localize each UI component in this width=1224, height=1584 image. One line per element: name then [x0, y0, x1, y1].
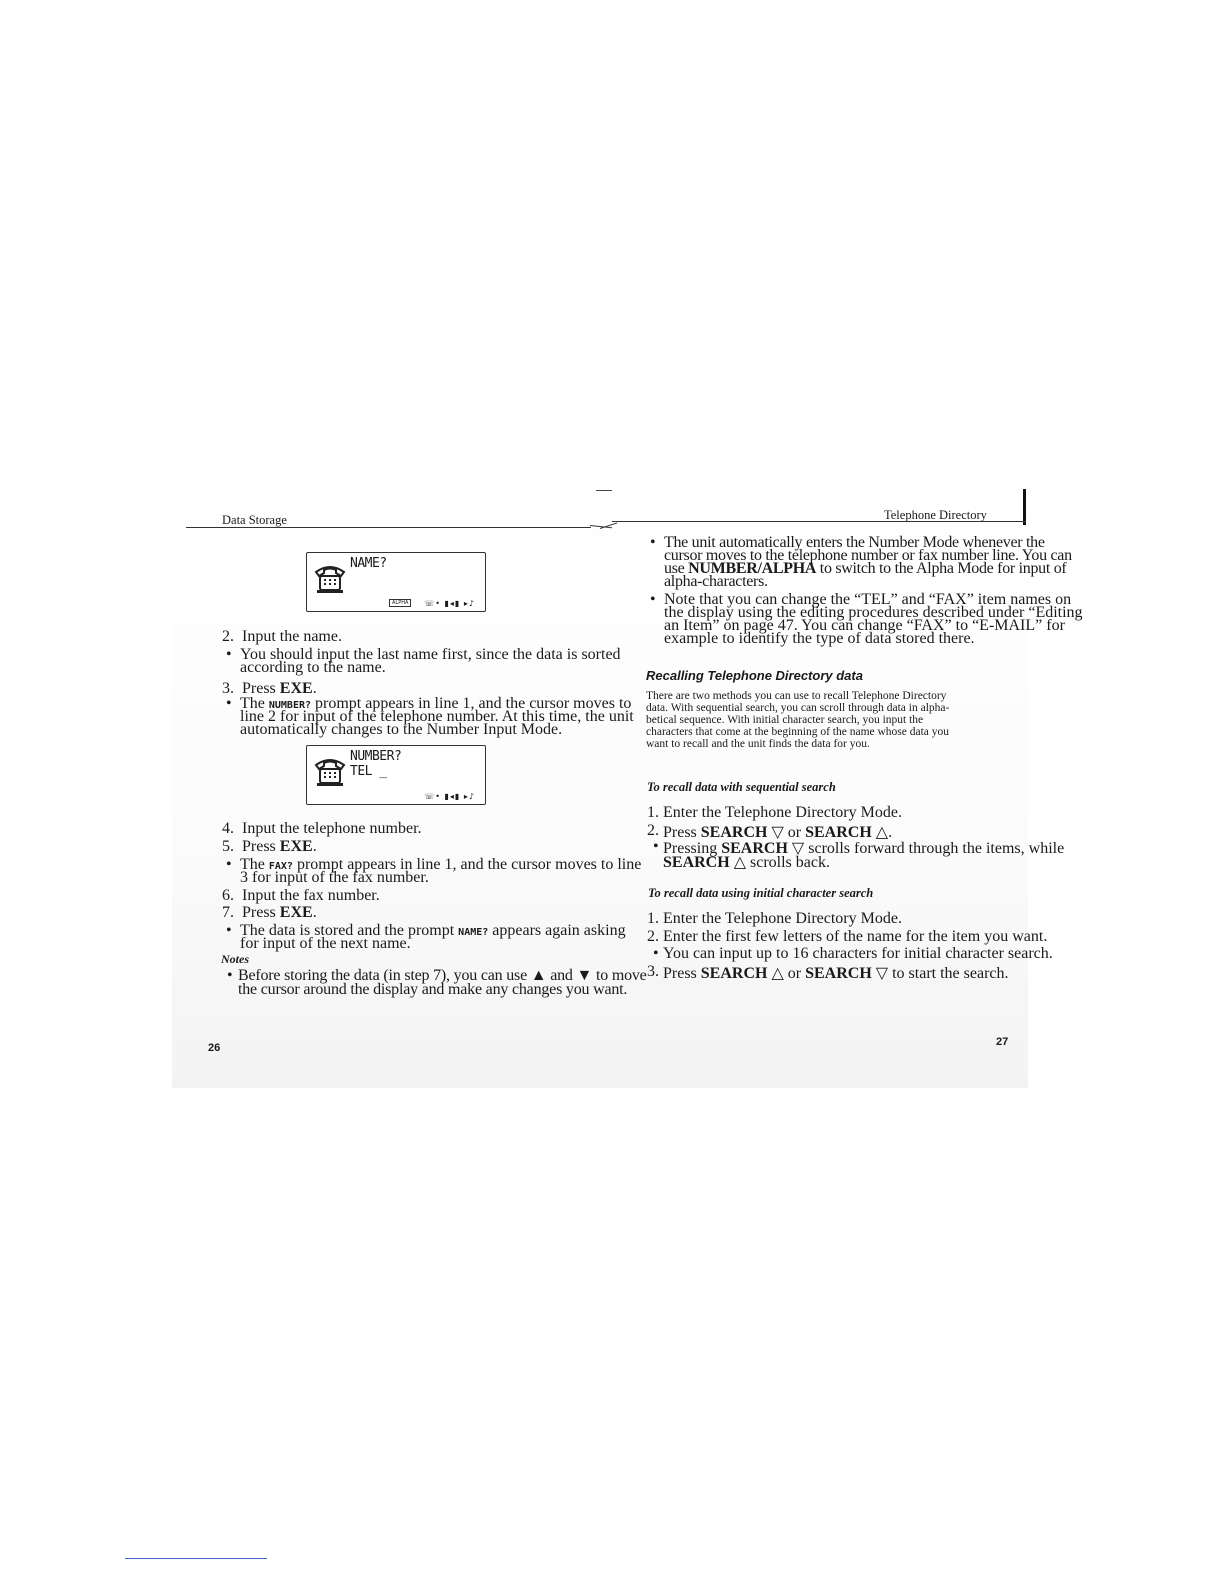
- lcd-status-icons: ☏• ▮◂▮ ▸♪: [424, 792, 475, 801]
- lcd-line-1: NUMBER?: [350, 749, 402, 764]
- telephone-icon: [313, 754, 347, 788]
- lcd-line-2: TEL _: [350, 764, 387, 779]
- page-number-right: 27: [996, 1036, 1009, 1048]
- lcd-display-name-prompt: [306, 552, 486, 612]
- search-down-icon: ▽: [871, 965, 893, 982]
- binding-edge: [1023, 489, 1026, 525]
- subheading-sequential-search: To recall data with sequential search: [647, 780, 836, 794]
- left-running-head: Data Storage: [222, 513, 287, 527]
- number-prompt-label: NUMBER?: [268, 700, 312, 711]
- exe-key: EXE: [279, 904, 313, 921]
- intro-paragraph: There are two methods you can use to recall Telephone Directory data. With sequential search, you can scroll through data in alpha- betical sequence. With initial character search, you input the characters that come at the beginning of the name whose data you want to recall and the unit finds the data for you.: [646, 690, 950, 750]
- search-up-icon: △: [767, 965, 788, 982]
- lcd-line-1: NAME?: [350, 556, 387, 571]
- page-number-left: 26: [208, 1042, 221, 1054]
- search-key: SEARCH: [700, 824, 768, 841]
- search-key: SEARCH: [700, 965, 768, 982]
- search-key: SEARCH: [721, 840, 788, 857]
- down-arrow-icon: ▼: [576, 967, 593, 984]
- lcd-display-number-prompt: [306, 745, 486, 805]
- left-header-rule: [186, 527, 591, 528]
- exe-key: EXE: [279, 838, 313, 855]
- search-down-icon: ▽: [787, 840, 809, 857]
- name-prompt-label: NAME?: [458, 927, 489, 938]
- right-header-rule: [612, 521, 1026, 522]
- alpha-mode-indicator: ALPHA: [389, 599, 411, 607]
- scan-mark: [596, 490, 612, 491]
- search-up-icon: △: [729, 854, 750, 871]
- search-key: SEARCH: [805, 965, 872, 982]
- right-running-head: Telephone Directory: [884, 508, 987, 522]
- up-arrow-icon: ▲: [530, 967, 547, 984]
- page-link-underline: [125, 1558, 267, 1559]
- exe-key: EXE: [279, 680, 313, 697]
- search-key: SEARCH: [805, 824, 872, 841]
- search-key: SEARCH: [663, 854, 730, 871]
- number-alpha-key: NUMBER/ALPHA: [688, 560, 817, 577]
- subheading-initial-character-search: To recall data using initial character search: [648, 886, 874, 900]
- section-heading: Recalling Telephone Directory data: [646, 668, 863, 683]
- lcd-status-icons: ☏• ▮◂▮ ▸♪: [424, 599, 475, 608]
- search-down-icon: ▽: [767, 824, 788, 841]
- search-up-icon: △: [871, 824, 889, 841]
- telephone-icon: [313, 561, 347, 595]
- fax-prompt-label: FAX?: [268, 861, 293, 872]
- notes-heading: Notes: [221, 952, 249, 966]
